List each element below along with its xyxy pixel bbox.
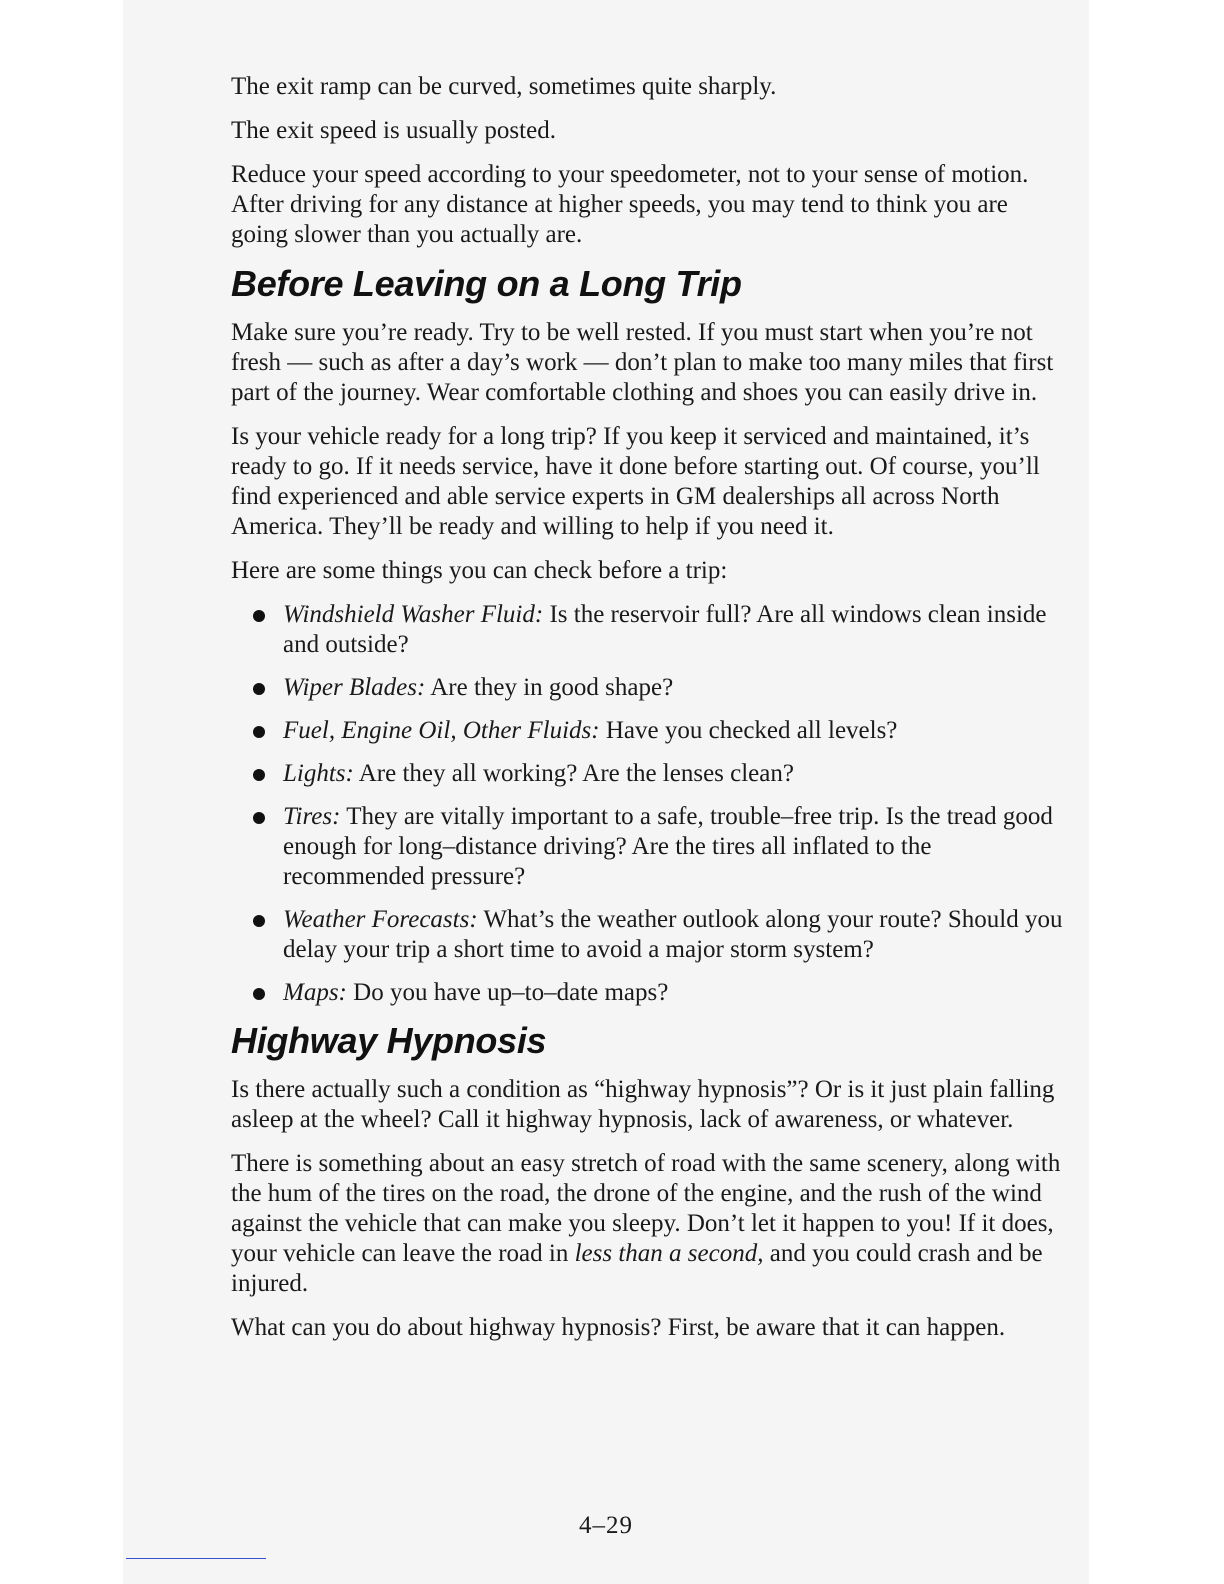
item-term: Wiper Blades: (283, 674, 426, 701)
trip-checklist (231, 600, 1067, 1008)
long-trip-paragraph-3: Here are some things you can check before a trip: (231, 557, 728, 584)
long-trip-paragraph-2: Is your vehicle ready for a long trip? If you keep it serviced and maintained, it’s ready to go. If it needs service, have it done before starting out. Of course, you’ll find experienced and able service experts in GM dealerships all across North America. They’ll be ready and willing to help if you need it. (231, 423, 1040, 540)
bullet-icon (253, 915, 265, 927)
long-trip-heading: Before Leaving on a Long Trip (231, 263, 742, 304)
item-text: Have you checked all levels? (599, 717, 898, 744)
bullet-icon (253, 812, 265, 824)
document-page (123, 0, 1089, 1584)
page-number: 4–29 (579, 1512, 633, 1539)
bullet-icon (253, 988, 265, 1000)
bullet-icon (253, 726, 265, 738)
item-term: Maps: (283, 979, 347, 1006)
bullet-icon (253, 610, 265, 622)
hypnosis-paragraph-2-end: and you could crash and be injured. (231, 1240, 1043, 1297)
page-content (231, 72, 1067, 1357)
bullet-icon (253, 683, 265, 695)
hypnosis-paragraph-3: What can you do about highway hypnosis? First, be aware that it can happen. (231, 1314, 1006, 1341)
item-term: Windshield Washer Fluid: (283, 601, 544, 628)
hypnosis-paragraph-1: Is there actually such a condition as “highway hypnosis”? Or is it just plain falling asleep at the wheel? Call it highway hypnosis, lack of awareness, or whatever. (231, 1076, 1055, 1133)
item-text: Are they all working? Are the lenses clean? (353, 760, 794, 787)
intro-paragraph-1: The exit ramp can be curved, sometimes quite sharply. (231, 73, 777, 100)
list-item (231, 600, 1067, 660)
list-item (231, 802, 1067, 892)
item-text: They are vitally important to a safe, trouble–free trip. Is the tread good enough for long–distance driving? Are the tires all inflated to the recommended pressure? (283, 803, 1053, 890)
hypnosis-emphasis: less than a second, (574, 1240, 764, 1267)
hypnosis-paragraph-2 (231, 1149, 1067, 1299)
list-item (231, 716, 1067, 746)
highway-hypnosis-heading: Highway Hypnosis (231, 1020, 547, 1061)
long-trip-paragraph-1: Make sure you’re ready. Try to be well rested. If you must start when you’re not fresh — such as after a day’s work — don’t plan to make too many miles that first part of the journey. Wear comfortable clothing and shoes you can easily drive in. (231, 319, 1054, 406)
intro-paragraph-3: Reduce your speed according to your speedometer, not to your sense of motion. After driving for any distance at higher speeds, you may tend to think you are going slower than you actually are. (231, 161, 1029, 248)
item-text: Do you have up–to–date maps? (346, 979, 669, 1006)
item-term: Weather Forecasts: (283, 906, 478, 933)
item-term: Lights: (283, 760, 354, 787)
list-item (231, 905, 1067, 965)
list-item (231, 673, 1067, 703)
item-text: Is the reservoir full? Are all windows clean inside and outside? (283, 601, 1047, 658)
link-underline[interactable] (126, 1558, 266, 1559)
list-item (231, 978, 1067, 1008)
hypnosis-paragraph-2-start: There is something about an easy stretch of road with the same scenery, along with the hum of the tires on the road, the drone of the engine, and the rush of the wind against the vehicle that can make you sleepy. Don’t let it happen to you! If it does, your vehicle can leave the road in (231, 1150, 1061, 1267)
bullet-icon (253, 769, 265, 781)
item-term: Tires: (283, 803, 341, 830)
intro-paragraph-2: The exit speed is usually posted. (231, 117, 556, 144)
list-item (231, 759, 1067, 789)
item-text: What’s the weather outlook along your route? Should you delay your trip a short time to avoid a major storm system? (283, 906, 1063, 963)
item-term: Fuel, Engine Oil, Other Fluids: (283, 717, 600, 744)
item-text: Are they in good shape? (425, 674, 674, 701)
